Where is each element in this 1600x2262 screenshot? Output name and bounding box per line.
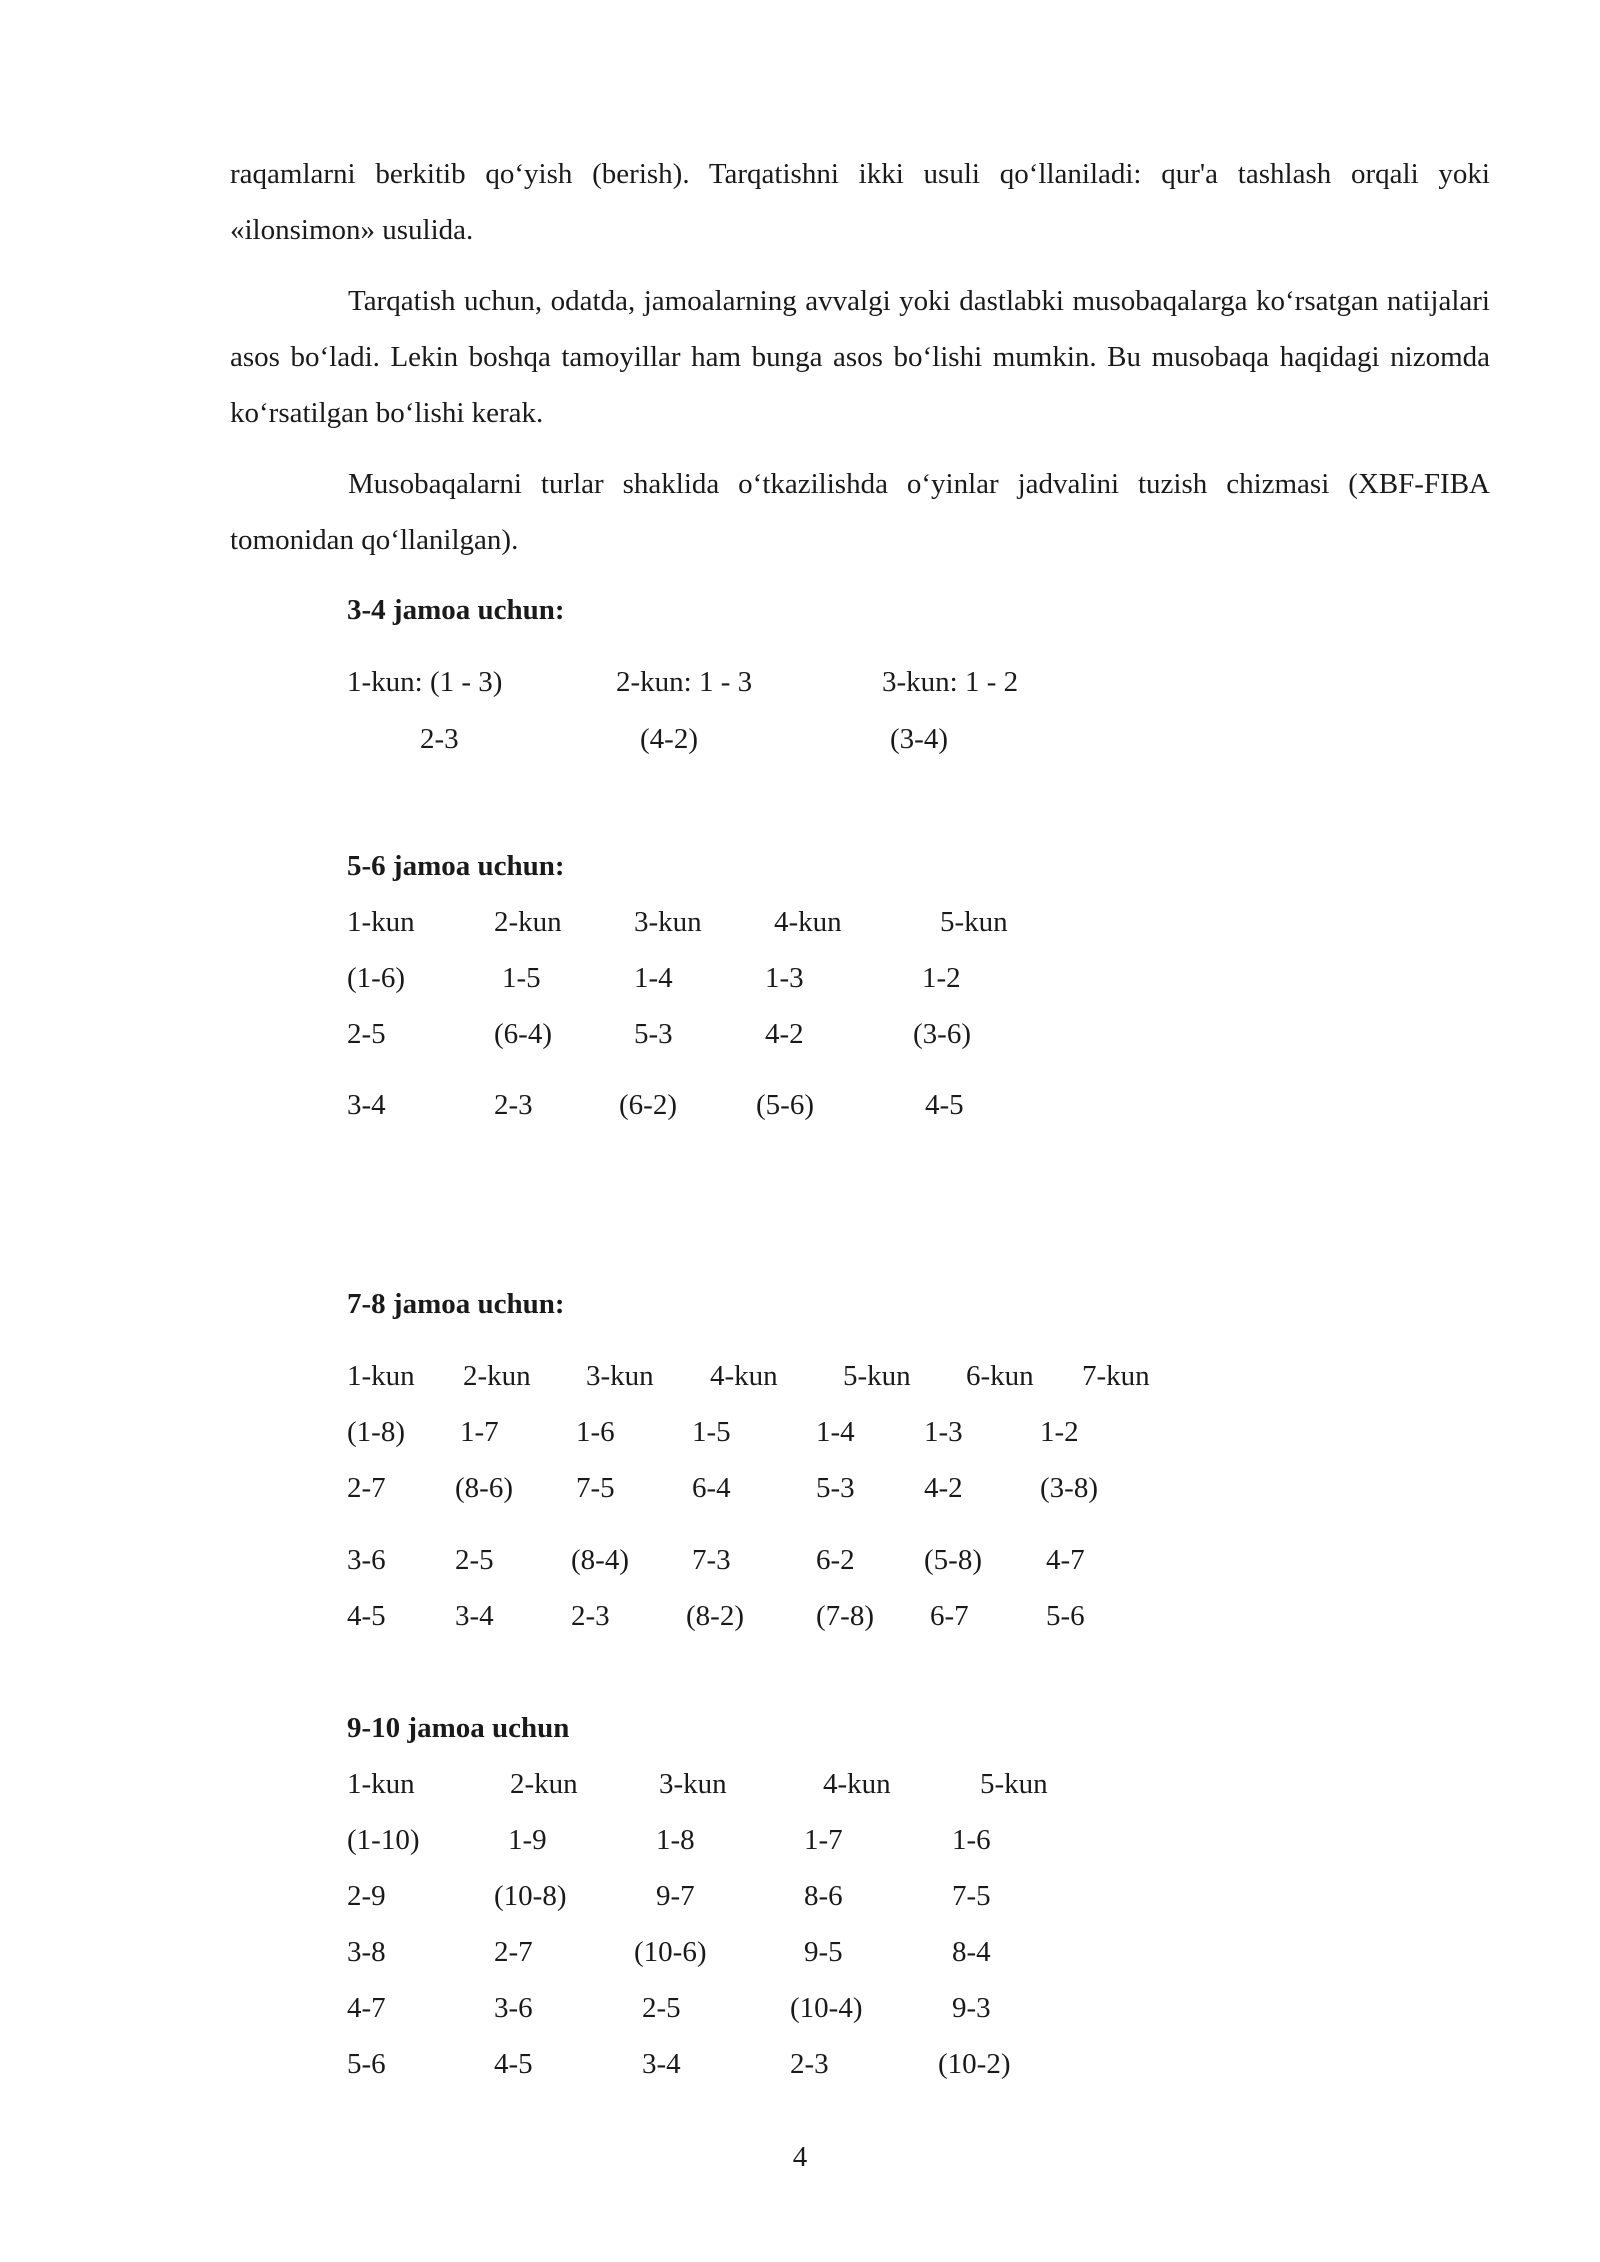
schedule-cell: 9-7 <box>656 1880 695 1912</box>
schedule-cell: 6-2 <box>816 1544 855 1576</box>
schedule-cell: 7-3 <box>692 1544 731 1576</box>
schedule-cell: 2-7 <box>494 1936 533 1968</box>
schedule-cell: 3-kun <box>659 1768 727 1800</box>
schedule-cell: (7-8) <box>816 1600 874 1632</box>
schedule-cell: (1-6) <box>347 962 405 994</box>
schedule-cell: 8-6 <box>804 1880 843 1912</box>
schedule-cell: (10-4) <box>790 1992 863 2024</box>
schedule-cell: 6-7 <box>930 1600 969 1632</box>
schedule-cell: 5-3 <box>816 1472 855 1504</box>
schedule-cell: (3-8) <box>1040 1472 1098 1504</box>
paragraph-3: Musobaqalarni turlar shaklida o‘tkazilishda o‘yinlar jadvalini tuzish chizmasi (XBF-FIBA tomonidan qo‘llanilgan). <box>230 468 1490 556</box>
schedule-cell: 2-3 <box>494 1089 533 1121</box>
schedule-cell: 1-3 <box>765 962 804 994</box>
schedule-cell: 5-kun <box>980 1768 1048 1800</box>
schedule-cell: 1-6 <box>952 1824 991 1856</box>
schedule-cell: (8-2) <box>686 1600 744 1632</box>
schedule-cell: 1-4 <box>634 962 673 994</box>
schedule-cell: 5-3 <box>634 1018 673 1050</box>
schedule-cell: 7-kun <box>1082 1360 1150 1392</box>
schedule-cell: (10-6) <box>634 1936 707 1968</box>
schedule-cell: 5-kun <box>843 1360 911 1392</box>
schedule-cell: 9-5 <box>804 1936 843 1968</box>
schedule-cell: 2-3 <box>571 1600 610 1632</box>
schedule-cell: 3-6 <box>347 1544 386 1576</box>
schedule-cell: (8-4) <box>571 1544 629 1576</box>
schedule-cell: 3-4 <box>347 1089 386 1121</box>
schedule-heading-9-10: 9-10 jamoa uchun <box>347 1712 570 1744</box>
schedule-cell: 1-kun <box>347 1768 415 1800</box>
schedule-cell: (6-2) <box>619 1089 677 1121</box>
schedule-cell: 1-3 <box>924 1416 963 1448</box>
schedule-cell: 4-2 <box>924 1472 963 1504</box>
schedule-cell: 4-2 <box>765 1018 804 1050</box>
schedule-cell: 2-kun <box>463 1360 531 1392</box>
schedule-cell: 1-7 <box>460 1416 499 1448</box>
schedule-cell: (3-6) <box>913 1018 971 1050</box>
schedule-cell: 2-5 <box>347 1018 386 1050</box>
schedule-cell: 2-3 <box>420 723 459 755</box>
schedule-cell: (5-8) <box>924 1544 982 1576</box>
schedule-cell: 3-kun: 1 - 2 <box>882 666 1019 698</box>
schedule-cell: 9-3 <box>952 1992 991 2024</box>
schedule-cell: 2-kun <box>510 1768 578 1800</box>
schedule-cell: (6-4) <box>494 1018 552 1050</box>
schedule-cell: 2-5 <box>455 1544 494 1576</box>
schedule-cell: 4-kun <box>823 1768 891 1800</box>
schedule-cell: (3-4) <box>890 723 948 755</box>
schedule-cell: 3-4 <box>455 1600 494 1632</box>
schedule-cell: 6-kun <box>966 1360 1034 1392</box>
schedule-cell: 4-kun <box>710 1360 778 1392</box>
schedule-cell: 2-kun: 1 - 3 <box>616 666 753 698</box>
schedule-cell: 1-kun: (1 - 3) <box>347 666 503 698</box>
schedule-cell: 7-5 <box>952 1880 991 1912</box>
schedule-cell: 2-7 <box>347 1472 386 1504</box>
schedule-cell: 1-2 <box>922 962 961 994</box>
schedule-cell: 2-5 <box>642 1992 681 2024</box>
schedule-heading-3-4: 3-4 jamoa uchun: <box>347 594 565 626</box>
schedule-cell: 5-6 <box>347 2048 386 2080</box>
schedule-cell: 1-9 <box>508 1824 547 1856</box>
schedule-cell: 1-6 <box>576 1416 615 1448</box>
schedule-cell: 5-kun <box>940 906 1008 938</box>
schedule-heading-7-8: 7-8 jamoa uchun: <box>347 1288 565 1320</box>
schedule-cell: 1-5 <box>692 1416 731 1448</box>
schedule-cell: 8-4 <box>952 1936 991 1968</box>
schedule-cell: 3-kun <box>634 906 702 938</box>
schedule-cell: 2-kun <box>494 906 562 938</box>
schedule-cell: (10-8) <box>494 1880 567 1912</box>
page-number: 4 <box>792 2141 808 2173</box>
paragraph-2: Tarqatish uchun, odatda, jamoalarning avvalgi yoki dastlabki musobaqalarga ko‘rsatgan natijalari asos bo‘ladi. Lekin boshqa tamoyillar ham bunga asos bo‘lishi mumkin. Bu musobaqa haqidagi nizomda ko‘rsatilgan bo‘lishi kerak. <box>230 285 1490 429</box>
schedule-cell: 2-3 <box>790 2048 829 2080</box>
schedule-cell: 1-5 <box>502 962 541 994</box>
schedule-cell: 1-kun <box>347 1360 415 1392</box>
schedule-cell: 4-7 <box>347 1992 386 2024</box>
schedule-cell: 1-kun <box>347 906 415 938</box>
schedule-cell: (8-6) <box>455 1472 513 1504</box>
schedule-cell: 1-2 <box>1040 1416 1079 1448</box>
schedule-cell: 7-5 <box>576 1472 615 1504</box>
schedule-cell: 3-4 <box>642 2048 681 2080</box>
schedule-cell: 4-5 <box>925 1089 964 1121</box>
schedule-cell: 3-6 <box>494 1992 533 2024</box>
schedule-cell: 1-7 <box>804 1824 843 1856</box>
schedule-cell: 5-6 <box>1046 1600 1085 1632</box>
schedule-cell: 4-7 <box>1046 1544 1085 1576</box>
schedule-cell: (1-10) <box>347 1824 420 1856</box>
schedule-cell: 1-8 <box>656 1824 695 1856</box>
schedule-cell: (5-6) <box>756 1089 814 1121</box>
schedule-cell: 4-5 <box>347 1600 386 1632</box>
schedule-cell: (10-2) <box>938 2048 1011 2080</box>
schedule-cell: 6-4 <box>692 1472 731 1504</box>
schedule-cell: (1-8) <box>347 1416 405 1448</box>
schedule-cell: 4-5 <box>494 2048 533 2080</box>
schedule-cell: 2-9 <box>347 1880 386 1912</box>
schedule-cell: 3-kun <box>586 1360 654 1392</box>
schedule-cell: (4-2) <box>640 723 698 755</box>
schedule-heading-5-6: 5-6 jamoa uchun: <box>347 850 565 882</box>
schedule-cell: 4-kun <box>774 906 842 938</box>
paragraph-1: raqamlarni berkitib qo‘yish (berish). Tarqatishni ikki usuli qo‘llaniladi: qur'a tashlash orqali yoki «ilonsimon» usulida. <box>230 158 1490 246</box>
schedule-cell: 3-8 <box>347 1936 386 1968</box>
schedule-cell: 1-4 <box>816 1416 855 1448</box>
